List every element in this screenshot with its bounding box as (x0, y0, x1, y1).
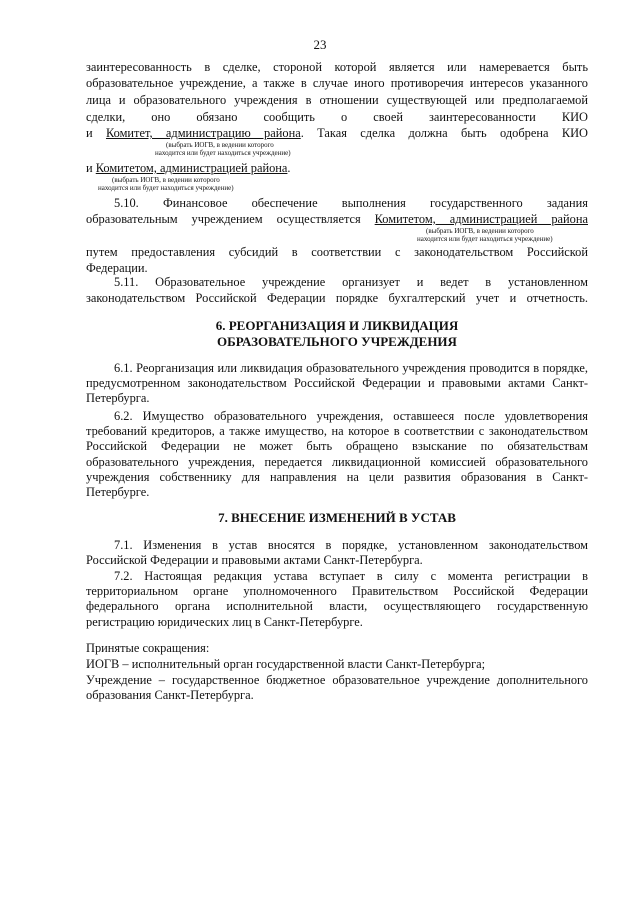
section-heading: 6. РЕОРГАНИЗАЦИЯ И ЛИКВИДАЦИЯ (215, 318, 459, 333)
paragraph: 6.1. Реорганизация или ликвидация образовательного учреждения проводится в порядке, предусмотренном законодательством Российской Федерации и правовыми актами Санкт-Петербурга. (86, 361, 588, 406)
paragraph: 7.1. Изменения в устав вносятся в порядке, установленном законодательством Российской Федерации и правовыми актами Санкт-Петербурга. (86, 538, 588, 568)
text-fragment: . (287, 161, 291, 175)
abbrev-item: Учреждение – государственное бюджетное образовательное учреждение дополнительного образования Санкт-Петербурга. (86, 673, 588, 703)
text-line: образовательное учреждение, а также в случае иного противоречия интересов указанного (86, 76, 588, 90)
text-line (86, 126, 588, 141)
footnote-hint: (выбрать ИОГВ, в ведении которого (166, 141, 274, 149)
text-line (86, 212, 588, 227)
text-fragment: . Такая сделка должна быть одобрена КИО (300, 126, 589, 140)
footnote-hint: находится или будет находиться учреждение) (417, 235, 553, 243)
section-heading: 7. ВНЕСЕНИЕ ИЗМЕНЕНИЙ В УСТАВ (218, 510, 456, 525)
text-line: 5.11. Образовательное учреждение организует и ведет в установленном (114, 275, 588, 289)
footnote-hint: (выбрать ИОГВ, в ведении которого (426, 227, 534, 235)
footnote-hint: находится или будет находиться учреждение) (98, 184, 234, 192)
paragraph: 6.2. Имущество образовательного учреждения, оставшееся после удовлетворения требований кредиторов, а также имущество, на которое в соответствии с законодательством Российской Федерации не может быть обращено взыскание по обязательствам образовательного учреждения, передается ликвидационной комиссией образовательного учреждения собственнику для направления на цели развития образования в Санкт-Петербурге. (86, 409, 588, 500)
text-line: заинтересованность в сделке, стороной которой является или намеревается быть (86, 60, 588, 74)
text-line: лица и образовательного учреждения в отношении существующей или предполагаемой (86, 93, 588, 107)
abbrev-heading: Принятые сокращения: (86, 641, 210, 655)
underlined-text: Комитетом, администрацией района (374, 212, 588, 226)
abbrev-item: ИОГВ – исполнительный орган государственной власти Санкт-Петербурга; (86, 657, 486, 671)
text-line: 5.10. Финансовое обеспечение выполнения государственного задания (114, 196, 588, 210)
text-line: законодательством Российской Федерации порядке бухгалтерский учет и отчетность. (86, 291, 588, 305)
text-line: путем предоставления субсидий в соответствии с законодательством Российской (86, 245, 588, 259)
text-fragment: образовательным учреждением осуществляется (86, 212, 375, 226)
paragraph: 7.2. Настоящая редакция устава вступает в силу с момента регистрации в территориальном органе уполномоченного Правительством Российской Федерации федерального органа исполнительной власти, осуществляющего государственную регистрацию юридических лиц в Санкт-Петербурге. (86, 569, 588, 629)
text-line: сделки, оно обязано сообщить о своей заинтересованности КИО (86, 110, 588, 124)
text-fragment: и (86, 161, 96, 175)
underlined-text: Комитет, администрацию района (105, 126, 301, 140)
footnote-hint: находится или будет находиться учреждение) (155, 149, 291, 157)
underlined-text: Комитетом, администрацией района (95, 161, 288, 175)
text-fragment: и (86, 126, 106, 140)
text-line (86, 161, 588, 176)
text-line: Федерации. (86, 261, 148, 275)
page-number: 23 (313, 37, 327, 52)
footnote-hint: (выбрать ИОГВ, в ведении которого (112, 176, 220, 184)
section-heading: ОБРАЗОВАТЕЛЬНОГО УЧРЕЖДЕНИЯ (217, 334, 457, 349)
